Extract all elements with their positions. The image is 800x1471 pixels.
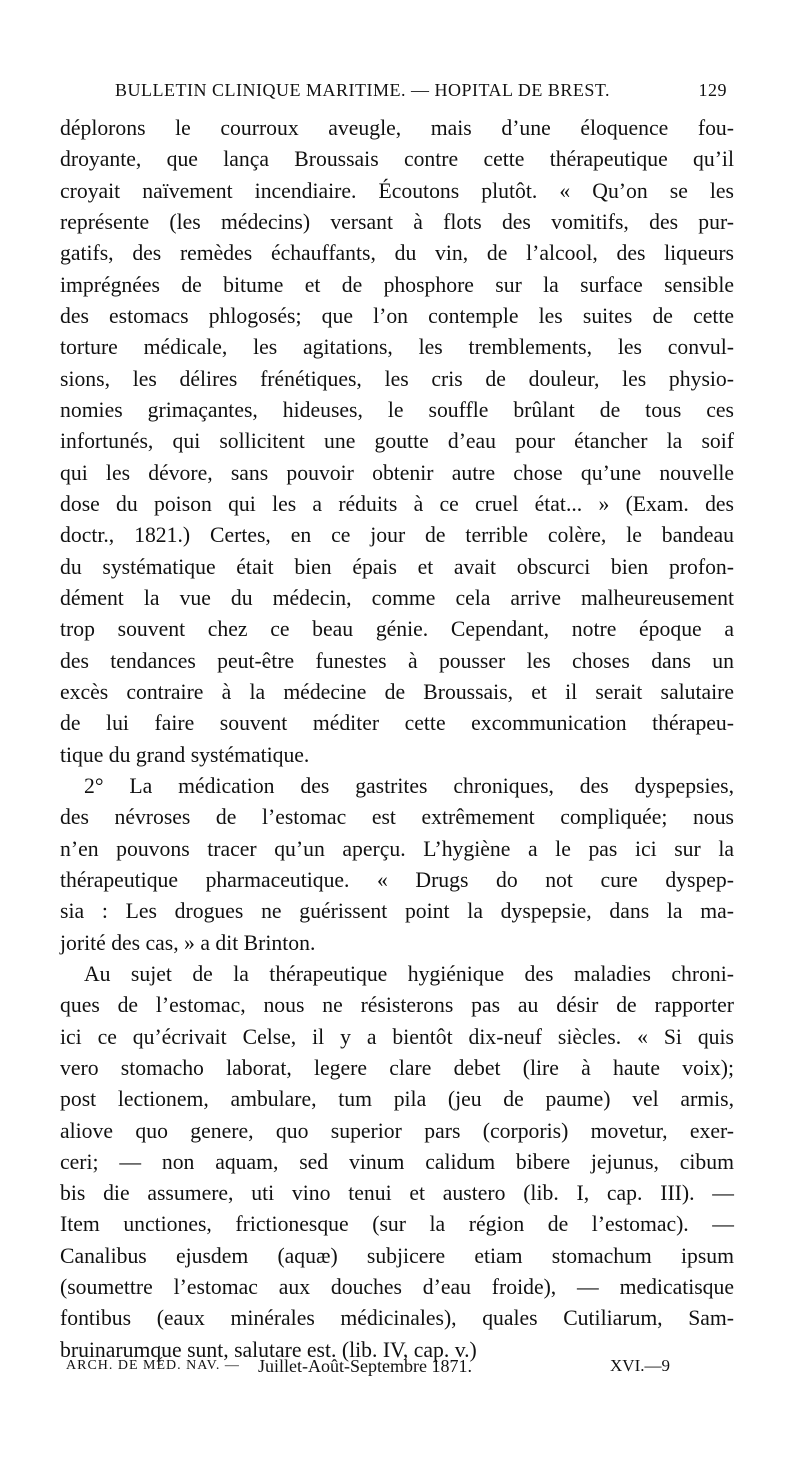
text-line: déplorons le courroux aveugle, mais d’une éloquence fou- <box>60 116 734 140</box>
text-line: droyante, que lança Broussais contre cette thérapeutique qu’il <box>60 147 734 172</box>
page-footer <box>66 1352 670 1380</box>
text-line: Item unctiones, frictionesque (sur la région de l’estomac). — <box>60 1212 734 1237</box>
page-number: 129 <box>698 80 727 100</box>
running-title: BULLETIN CLINIQUE MARITIME. — HOPITAL DE BREST. <box>115 80 611 100</box>
text-line: infortunés, qui sollicitent une goutte d’eau pour étancher la soif <box>60 429 734 454</box>
text-line: ques de l’estomac, nous ne résisterons pas au désir de rapporter <box>60 993 734 1018</box>
body-text <box>60 113 734 1366</box>
paragraph-end-line: jorité des cas, » a dit Brinton. <box>60 930 316 955</box>
text-line: du systématique était bien épais et avait obscurci bien profon- <box>60 554 734 579</box>
text-line: trop souvent chez ce beau génie. Cependant, notre époque a <box>60 617 734 642</box>
running-header <box>115 80 727 106</box>
text-line: gatifs, des remèdes échauffants, du vin, de l’alcool, des liqueurs <box>60 241 734 266</box>
text-line: croyait naïvement incendiaire. Écoutons plutôt. « Qu’on se les <box>60 178 734 203</box>
text-line: (soumettre l’estomac aux douches d’eau froide), — medicatisque <box>60 1275 734 1300</box>
text-line: imprégnées de bitume et de phosphore sur la surface sensible <box>60 272 734 297</box>
text-line: dose du poison qui les a réduits à ce cruel état... » (Exam. des <box>60 491 734 516</box>
journal-abbreviation: ARCH. DE MÉD. NAV. — <box>66 1358 240 1373</box>
text-line: des tendances peut-être funestes à pousser les choses dans un <box>60 648 734 673</box>
text-line: nomies grimaçantes, hideuses, le souffle brûlant de tous ces <box>60 397 734 422</box>
issue-date: Juillet-Août-Septembre 1871. <box>258 1356 472 1376</box>
text-line: ceri; — non aquam, sed vinum calidum bibere jejunus, cibum <box>60 1149 734 1174</box>
text-line: excès contraire à la médecine de Broussais, et il serait salutaire <box>60 679 734 704</box>
paragraph-end-line: bruinarumque sunt, salutare est. (lib. IV, cap. v.) <box>60 1337 477 1362</box>
text-line: thérapeutique pharmaceutique. « Drugs do not cure dyspep- <box>60 867 734 892</box>
text-line: qui les dévore, sans pouvoir obtenir autre chose qu’une nouvelle <box>60 460 734 485</box>
text-line: sions, les délires frénétiques, les cris de douleur, les physio- <box>60 366 734 391</box>
text-line: des estomacs phlogosés; que l’on contemple les suites de cette <box>60 303 734 328</box>
text-line: des névroses de l’estomac est extrêmement compliquée; nous <box>60 805 734 830</box>
text-line: sia : Les drogues ne guérissent point la dyspepsie, dans la ma- <box>60 899 734 924</box>
text-line: torture médicale, les agitations, les tremblements, les convul- <box>60 335 734 360</box>
text-line: doctr., 1821.) Certes, en ce jour de terrible colère, le bandeau <box>60 523 734 548</box>
text-line: Canalibus ejusdem (aquæ) subjicere etiam stomachum ipsum <box>60 1243 734 1268</box>
text-line: ici ce qu’écrivait Celse, il y a bientôt dix-neuf siècles. « Si quis <box>60 1024 734 1049</box>
paragraph-start-line: Au sujet de la thérapeutique hygiénique des maladies chroni- <box>84 961 734 986</box>
text-line: vero stomacho laborat, legere clare debet (lire à haute voix); <box>60 1055 734 1080</box>
text-line: bis die assumere, uti vino tenui et austero (lib. I, cap. III). — <box>60 1181 734 1206</box>
text-line: de lui faire souvent méditer cette excommunication thérapeu- <box>60 711 734 736</box>
text-line: représente (les médecins) versant à flots des vomitifs, des pur- <box>60 209 734 234</box>
signature-mark: XVI.—9 <box>610 1356 670 1375</box>
text-line: post lectionem, ambulare, tum pila (jeu de paume) vel armis, <box>60 1087 734 1112</box>
text-line: fontibus (eaux minérales médicinales), quales Cutiliarum, Sam- <box>60 1306 734 1331</box>
text-line: aliove quo genere, quo superior pars (corporis) movetur, exer- <box>60 1118 734 1143</box>
paragraph-end-line: tique du grand systématique. <box>60 742 310 767</box>
text-line: n’en pouvons tracer qu’un aperçu. L’hygiène a le pas ici sur la <box>60 836 734 861</box>
paragraph-start-line: 2° La médication des gastrites chroniques, des dyspepsies, <box>84 773 734 798</box>
text-line: dément la vue du médecin, comme cela arrive malheureusement <box>60 585 734 610</box>
